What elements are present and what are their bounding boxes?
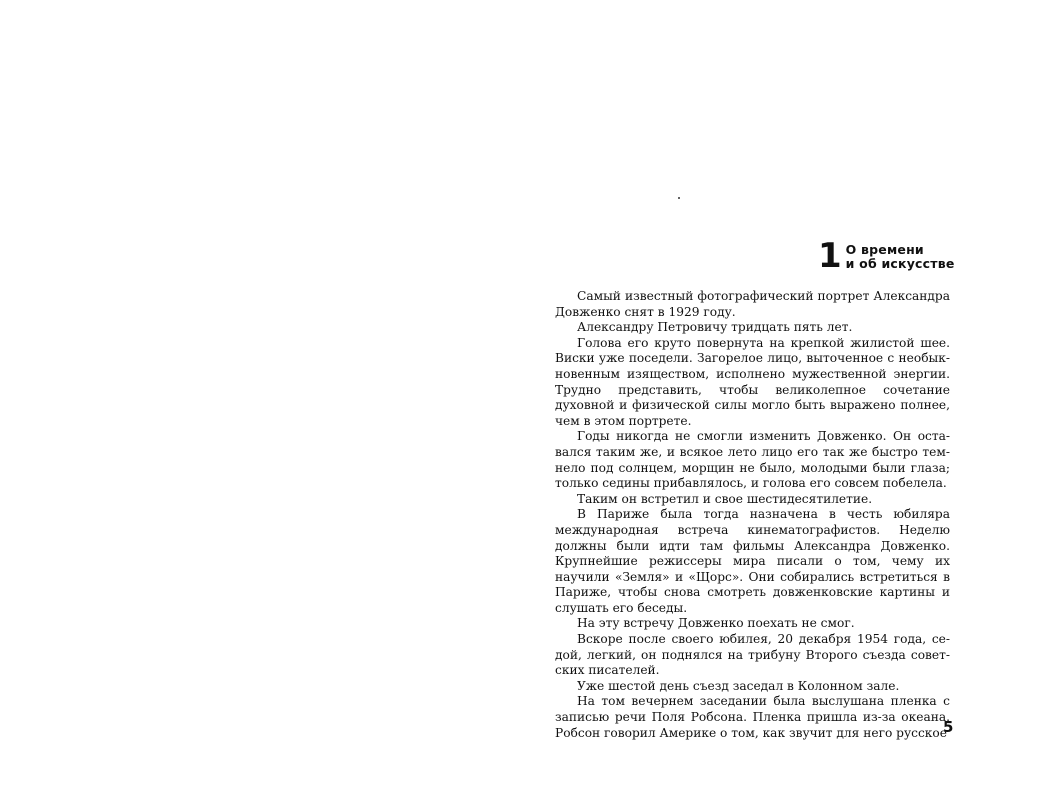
paragraph: В Париже была тогда назначена в честь юбиляра международная встреча кинематографистов. Неделю должны были идти там фильмы Александра Довженко. Крупнейшие режиссеры мира писали о том, чему их научили «Земля» и «Щорс». Они собирались встретиться в Париже, чтобы снова смотреть довженковские картины и слушать его беседы. xyxy=(555,507,950,615)
body-text xyxy=(555,289,950,741)
paragraph: На том вечернем заседании была выслушана пленка с записью речи Поля Робсона. Пленка пришла из-за океана. Робсон говорил Америке о том, как звучит для него русское xyxy=(555,694,950,740)
paragraph: Вскоре после своего юбилея, 20 декабря 1954 года, седой, легкий, он поднялся на трибуну Второго съезда советских писателей. xyxy=(555,632,950,678)
paragraph: Голова его круто повернута на крепкой жилистой шее. Виски уже поседели. Загорелое лицо, выточенное с необыкновенным изяществом, исполнено мужественной энергии. Трудно представить, чтобы великолепное сочетание духовной и физической силы могло быть выражено полнее, чем в этом портрете. xyxy=(555,335,950,428)
paragraph: Уже шестой день съезд заседал в Колонном зале. xyxy=(577,678,900,693)
chapter-title xyxy=(846,241,955,271)
chapter-number: 1 xyxy=(818,236,842,276)
paragraph: Самый известный фотографический портрет Александра Довженко снят в 1929 году. xyxy=(555,289,950,319)
page-number: 5 xyxy=(943,718,954,736)
paragraph: На эту встречу Довженко поехать не смог. xyxy=(577,616,855,631)
paragraph: Годы никогда не смогли изменить Довженко. Он оставался таким же, и всякое лето лицо его так же быстро темнело под солнцем, морщин не было, молодыми были глаза; только седины прибавлялось, и голова его совсем побелела. xyxy=(555,429,950,491)
paragraph: Таким он встретил и свое шестидесятилетие. xyxy=(577,491,873,506)
chapter-title-line-1: О времени xyxy=(845,242,924,257)
paragraph: Александру Петровичу тридцать пять лет. xyxy=(577,320,853,335)
chapter-title-line-2: и об искусстве xyxy=(845,256,955,271)
chapter-heading xyxy=(818,236,955,276)
scan-speck xyxy=(678,197,680,199)
